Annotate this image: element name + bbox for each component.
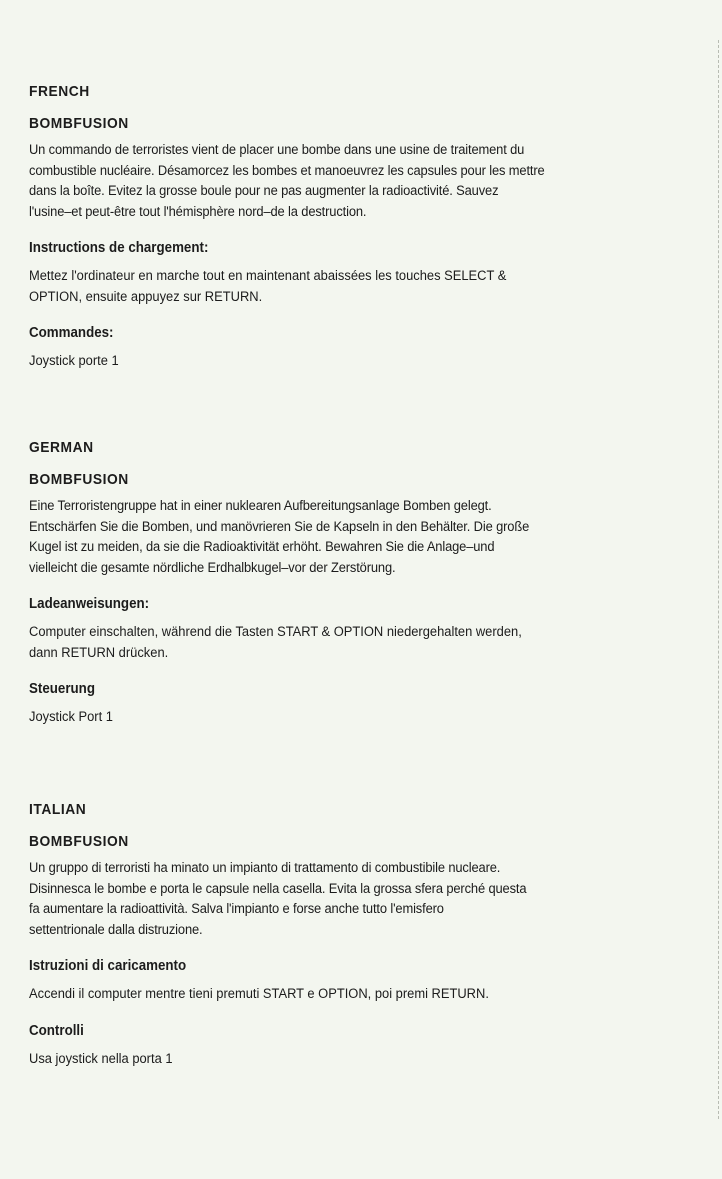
section-french xyxy=(29,82,689,372)
loading-heading: Ladeanweisungen: xyxy=(29,596,150,612)
loading-text: Mettez l'ordinateur en marche tout en maintenant abaissées les touches SELECT & OPTION, ensuite appuyez sur RETURN. xyxy=(29,268,507,305)
controls-text: Joystick porte 1 xyxy=(29,353,119,369)
description-text: Un gruppo di terroristi ha minato un impianto di trattamento di combustibile nucleare. Disinnesca le bombe e porta le capsule nella casella. Evita la grossa sfera perché questa fa aumentare la radioattività. Salva l'impianto e forse anche tutto l'emisfero settentrionale dalla distruzione. xyxy=(29,860,527,938)
language-heading: FRENCH xyxy=(29,83,90,100)
section-italian xyxy=(29,800,689,1069)
language-heading: ITALIAN xyxy=(29,801,87,818)
description-text: Eine Terroristengruppe hat in einer nuklearen Aufbereitungsanlage Bomben gelegt. Entschärfen Sie die Bomben, und manövrieren Sie de Kapseln in den Behälter. Die große Kugel ist zu meiden, da sie die Radioaktivität erhöht. Bewahren Sie die Anlage–und vielleicht die gesamte nördliche Erdhalbkugel–vor der Zerstörung. xyxy=(29,498,530,576)
game-title: BOMBFUSION xyxy=(29,833,129,850)
controls-heading: Commandes: xyxy=(29,325,114,341)
page-edge-mark xyxy=(717,40,719,1119)
game-title: BOMBFUSION xyxy=(29,471,129,488)
controls-text: Joystick Port 1 xyxy=(29,709,113,725)
loading-text: Computer einschalten, während die Tasten START & OPTION niedergehalten werden, dann RETURN drücken. xyxy=(29,624,522,661)
controls-text: Usa joystick nella porta 1 xyxy=(29,1050,173,1067)
language-heading: GERMAN xyxy=(29,439,94,456)
section-german xyxy=(29,438,689,728)
loading-text: Accendi il computer mentre tieni premuti START e OPTION, poi premi RETURN. xyxy=(29,986,489,1002)
loading-heading: Istruzioni di caricamento xyxy=(29,958,187,974)
controls-heading: Controlli xyxy=(29,1022,84,1039)
controls-heading: Steuerung xyxy=(29,681,95,697)
game-title: BOMBFUSION xyxy=(29,115,129,132)
description-text: Un commando de terroristes vient de placer une bombe dans une usine de traitement du combustible nucléaire. Désamorcez les bombes et manoeuvrez les capsules pour les mettre dans la boîte. Evitez la grosse boule pour ne pas augmenter la radioactivité. Sauvez l'usine–et peut-être tout l'hémisphère nord–de la destruction. xyxy=(29,142,545,220)
loading-heading: Instructions de chargement: xyxy=(29,240,209,256)
